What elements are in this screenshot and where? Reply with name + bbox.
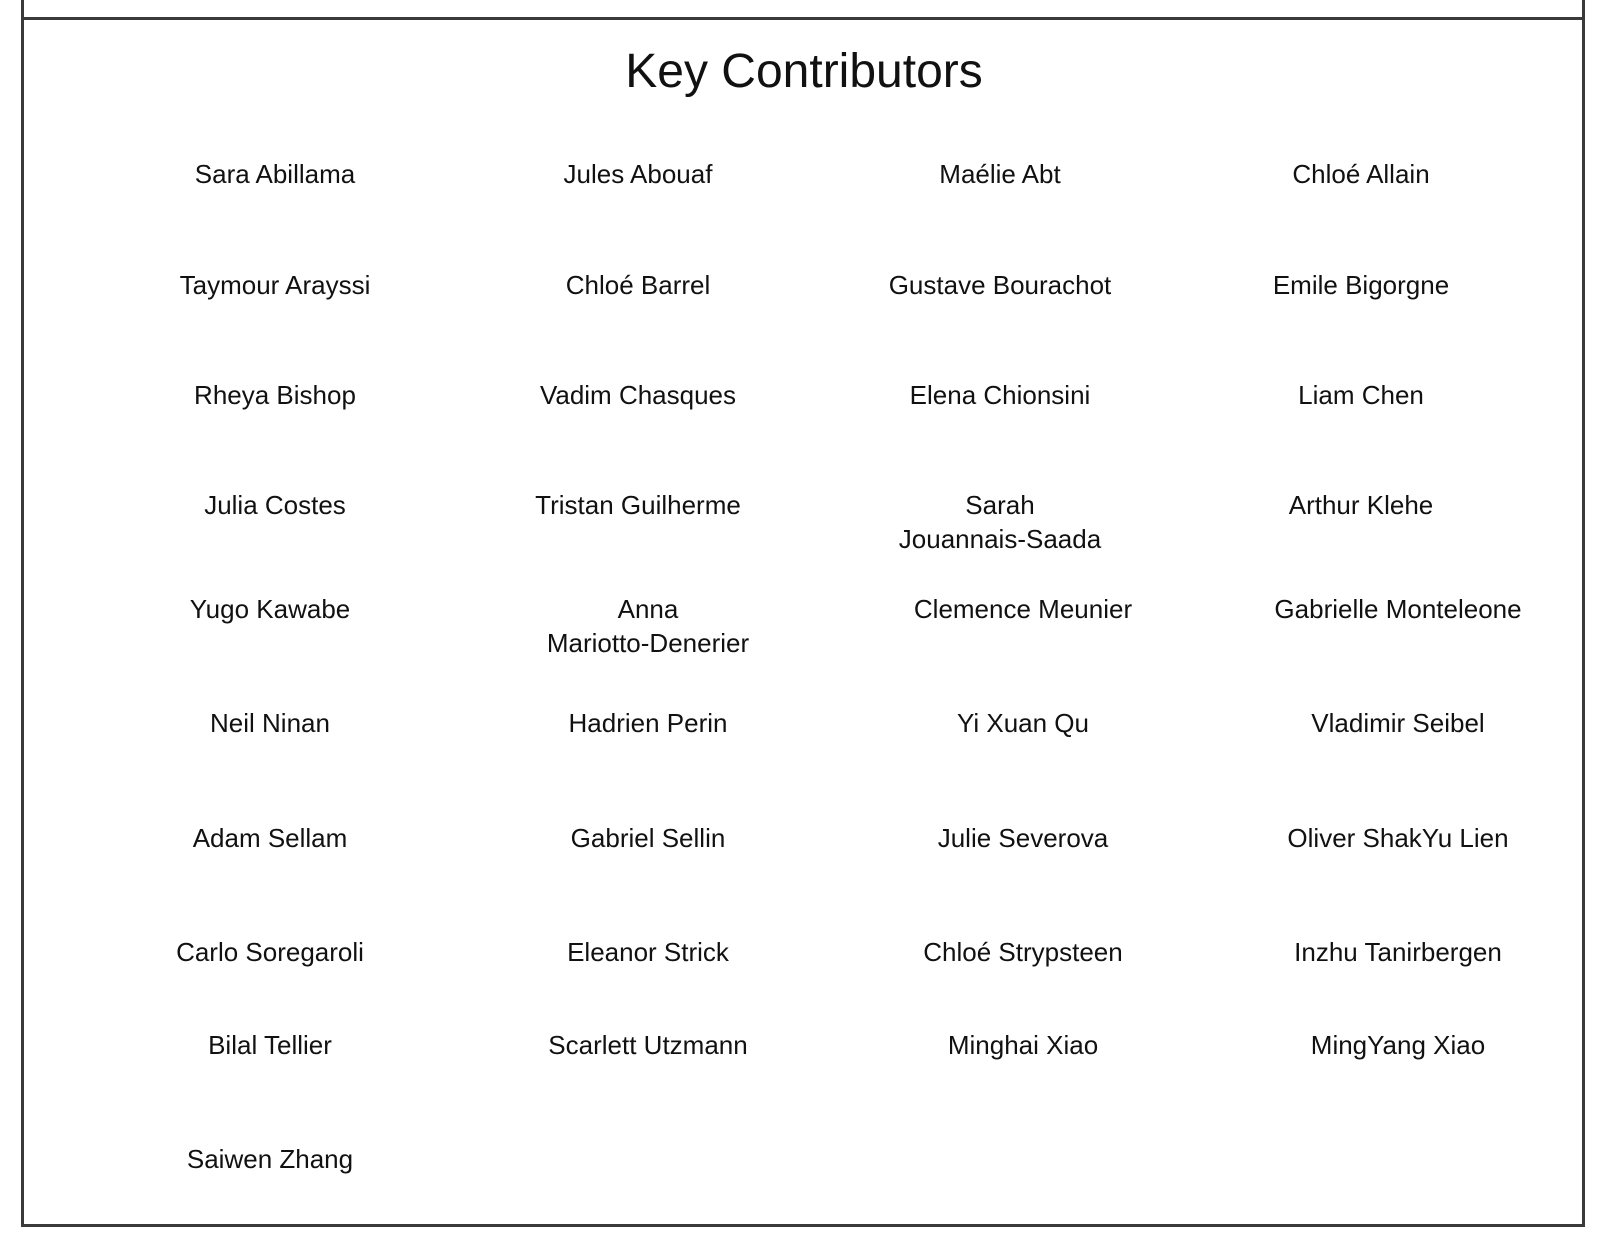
contributor-name: Gabrielle Monteleone: [1274, 594, 1522, 624]
contributor-name: MingYang Xiao: [1310, 1030, 1486, 1060]
contributor-name: Chloé Allain: [1292, 159, 1430, 189]
contributor-name: Saiwen Zhang: [186, 1144, 354, 1174]
contributor-name: Minghai Xiao: [947, 1030, 1099, 1060]
contributor-name: Vadim Chasques: [539, 380, 737, 410]
contributor-name: Carlo Soregaroli: [176, 937, 364, 967]
contributor-name: Bilal Tellier: [208, 1030, 332, 1060]
contributor-name: Maélie Abt: [939, 159, 1061, 189]
contributor-name: Oliver ShakYu Lien: [1287, 823, 1509, 853]
contributor-name: Taymour Arayssi: [179, 270, 371, 300]
contributor-name: Hadrien Perin: [568, 708, 728, 738]
contributor-name: Clemence Meunier: [913, 594, 1133, 624]
contributor-name: Neil Ninan: [210, 708, 330, 738]
contributor-name: Yi Xuan Qu: [956, 708, 1089, 738]
contributor-name: Chloé Strypsteen: [923, 937, 1123, 967]
contributor-name: Rheya Bishop: [194, 380, 356, 410]
page-title: Key Contributors: [625, 45, 983, 98]
contributor-name: Jules Abouaf: [563, 159, 713, 189]
contributor-name: Inzhu Tanirbergen: [1294, 937, 1502, 967]
contributor-name: Arthur Klehe: [1288, 490, 1434, 520]
contributor-name: Adam Sellam: [192, 823, 348, 853]
contributor-name: Emile Bigorgne: [1272, 270, 1450, 300]
contributor-name: Gustave Bourachot: [888, 270, 1112, 300]
contributor-name: Liam Chen: [1298, 380, 1424, 410]
top-divider: [21, 17, 1585, 20]
contributor-name: Julia Costes: [204, 490, 346, 520]
contributor-name: Scarlett Utzmann: [548, 1030, 748, 1060]
contributor-name: Sara Abillama: [194, 159, 356, 189]
contributor-name: Gabriel Sellin: [570, 823, 726, 853]
contributor-name: Sarah Jouannais-Saada: [898, 490, 1102, 554]
contributor-name: Elena Chionsini: [909, 380, 1091, 410]
contributor-name: Yugo Kawabe: [189, 594, 351, 624]
contributor-name: Anna Mariotto-Denerier: [546, 594, 750, 658]
contributor-name: Vladimir Seibel: [1311, 708, 1485, 738]
contributor-name: Eleanor Strick: [567, 937, 729, 967]
contributor-name: Chloé Barrel: [565, 270, 711, 300]
contributor-name: Tristan Guilherme: [535, 490, 741, 520]
contributor-name: Julie Severova: [937, 823, 1109, 853]
